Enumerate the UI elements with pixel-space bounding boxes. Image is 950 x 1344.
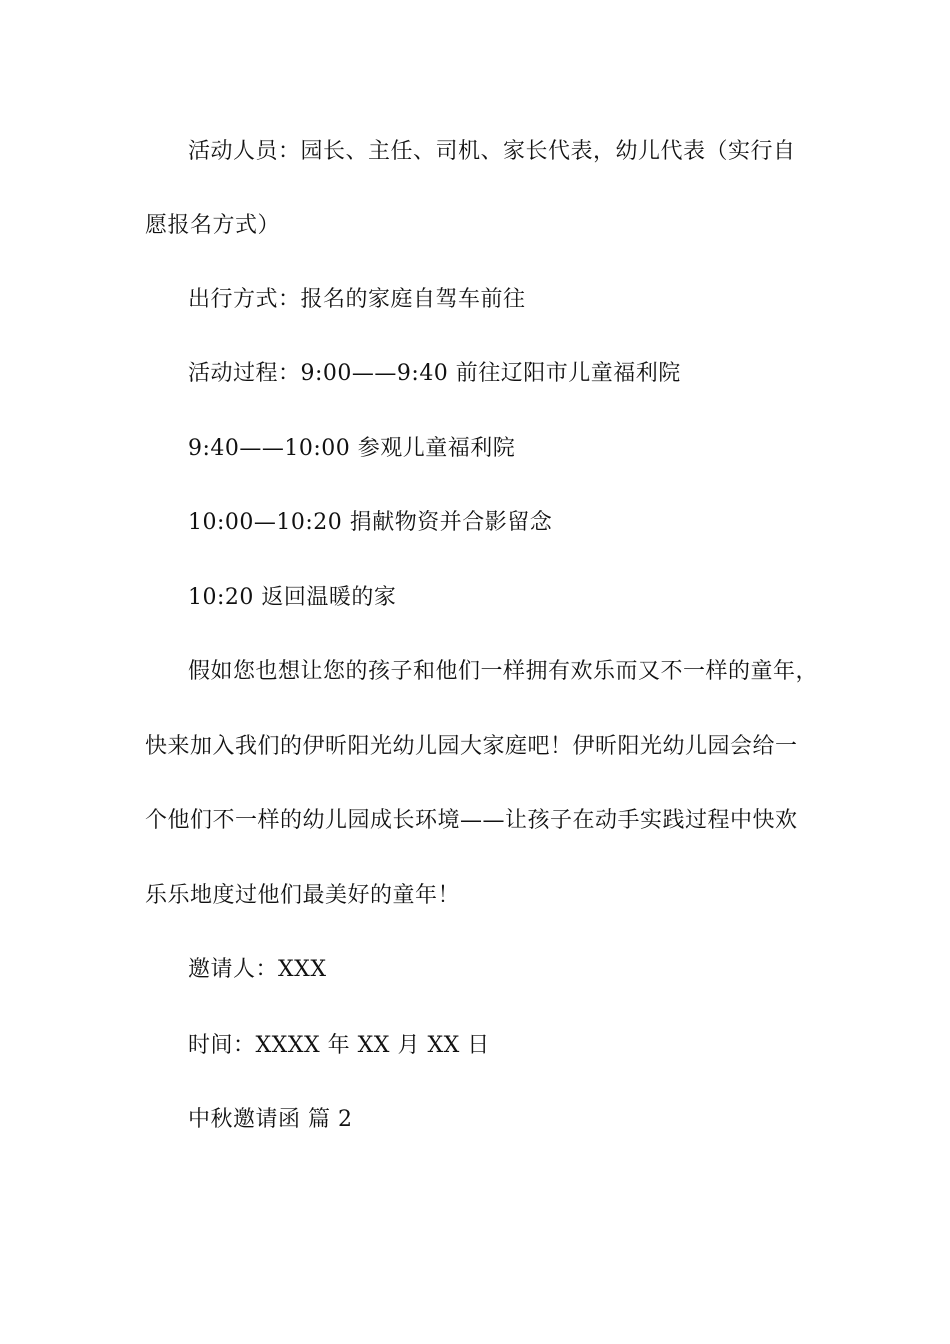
text-line: 9:40——10:00 参观儿童福利院 <box>188 436 516 461</box>
text-line: 乐乐地度过他们最美好的童年！ <box>145 883 461 908</box>
date-line: 时间：XXXX 年 XX 月 XX 日 <box>188 1033 490 1058</box>
text-line: 10:00—10:20 捐献物资并合影留念 <box>188 510 553 535</box>
text-line: 愿报名方式） <box>145 213 281 238</box>
text-line: 快来加入我们的伊昕阳光幼儿园大家庭吧！伊昕阳光幼儿园会给一 <box>145 734 798 759</box>
text-line: 个他们不一样的幼儿园成长环境——让孩子在动手实践过程中快欢 <box>145 808 798 833</box>
text-line: 出行方式：报名的家庭自驾车前往 <box>188 287 526 312</box>
text-line: 10:20 返回温暖的家 <box>188 585 397 610</box>
inviter-line: 邀请人：XXX <box>188 957 327 982</box>
text-line: 活动过程：9:00——9:40 前往辽阳市儿童福利院 <box>188 361 681 386</box>
text-line: 活动人员：园长、主任、司机、家长代表，幼儿代表（实行自 <box>188 139 796 164</box>
section-heading: 中秋邀请函 篇 2 <box>188 1107 353 1132</box>
text-line: 假如您也想让您的孩子和他们一样拥有欢乐而又不一样的童年， <box>188 659 819 684</box>
